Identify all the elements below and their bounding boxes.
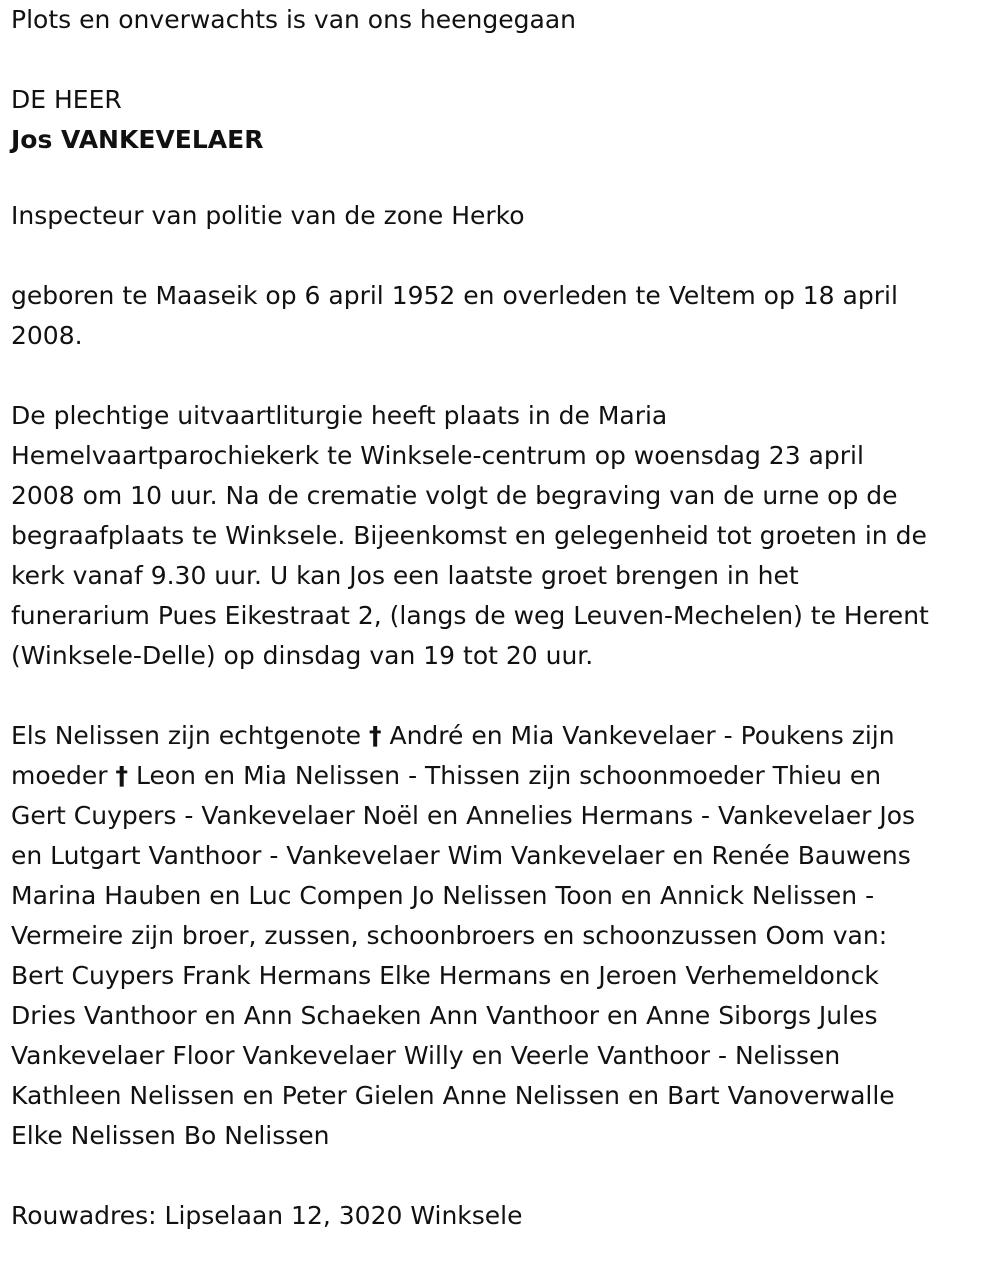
family-text: Leon en Mia Nelissen - Thissen zijn schoonmoeder Thieu en (128, 761, 882, 790)
spacer (11, 356, 996, 396)
paragraph-line: Elke Nelissen Bo Nelissen (11, 1121, 330, 1150)
paragraph-line: kerk vanaf 9.30 uur. U kan Jos een laatste groet brengen in het (11, 561, 799, 590)
family-text: André en Mia Vankevelaer - Poukens zijn (381, 721, 895, 750)
family-paragraph (11, 716, 996, 1156)
paragraph-line: funerarium Pues Eikestraat 2, (langs de weg Leuven-Mechelen) te Herent (11, 601, 929, 630)
paragraph-line: Hemelvaartparochiekerk te Winksele-centrum op woensdag 23 april (11, 441, 864, 470)
spacer (11, 40, 996, 80)
paragraph-line (11, 716, 996, 756)
occupation: Inspecteur van politie van de zone Herko (11, 201, 525, 230)
paragraph-line: De plechtige uitvaartliturgie heeft plaats in de Maria (11, 401, 668, 430)
paragraph-line: (Winksele-Delle) op dinsdag van 19 tot 20 uur. (11, 641, 594, 670)
paragraph-line: Bert Cuypers Frank Hermans Elke Hermans en Jeroen Verhemeldonck (11, 961, 879, 990)
mourning-address: Rouwadres: Lipselaan 12, 3020 Winksele (11, 1201, 523, 1230)
cross-icon: † (369, 721, 382, 750)
paragraph-line: geboren te Maaseik op 6 april 1952 en overleden te Veltem op 18 april (11, 281, 898, 310)
intro-text: Plots en onverwachts is van ons heengegaan (11, 5, 576, 34)
deceased-name: Jos VANKEVELAER (11, 125, 264, 154)
family-text: Els Nelissen zijn echtgenote (11, 721, 370, 750)
salutation: DE HEER (11, 85, 122, 114)
paragraph-line: begraafplaats te Winksele. Bijeenkomst en gelegenheid tot groeten in de (11, 521, 927, 550)
spacer (11, 1156, 996, 1196)
spacer (11, 676, 996, 716)
paragraph-line: en Lutgart Vanthoor - Vankevelaer Wim Vankevelaer en Renée Bauwens (11, 841, 911, 870)
cross-icon: † (115, 761, 129, 790)
paragraph-line: Gert Cuypers - Vankevelaer Noël en Annelies Hermans - Vankevelaer Jos (11, 801, 916, 830)
spacer (11, 164, 996, 196)
spacer (11, 236, 996, 276)
birth-death-paragraph (11, 276, 996, 356)
paragraph-line: 2008. (11, 321, 83, 350)
paragraph-line: Marina Hauben en Luc Compen Jo Nelissen Toon en Annick Nelissen - (11, 881, 875, 910)
obituary-notice (11, 0, 996, 1236)
family-text: moeder (11, 761, 116, 790)
paragraph-line: Vermeire zijn broer, zussen, schoonbroers en schoonzussen Oom van: (11, 921, 888, 950)
paragraph-line: 2008 om 10 uur. Na de crematie volgt de begraving van de urne op de (11, 481, 898, 510)
paragraph-line (11, 756, 996, 796)
paragraph-line: Vankevelaer Floor Vankevelaer Willy en Veerle Vanthoor - Nelissen (11, 1041, 841, 1070)
paragraph-line: Dries Vanthoor en Ann Schaeken Ann Vanthoor en Anne Siborgs Jules (11, 1001, 878, 1030)
paragraph-line: Kathleen Nelissen en Peter Gielen Anne Nelissen en Bart Vanoverwalle (11, 1081, 895, 1110)
ceremony-paragraph (11, 396, 996, 676)
